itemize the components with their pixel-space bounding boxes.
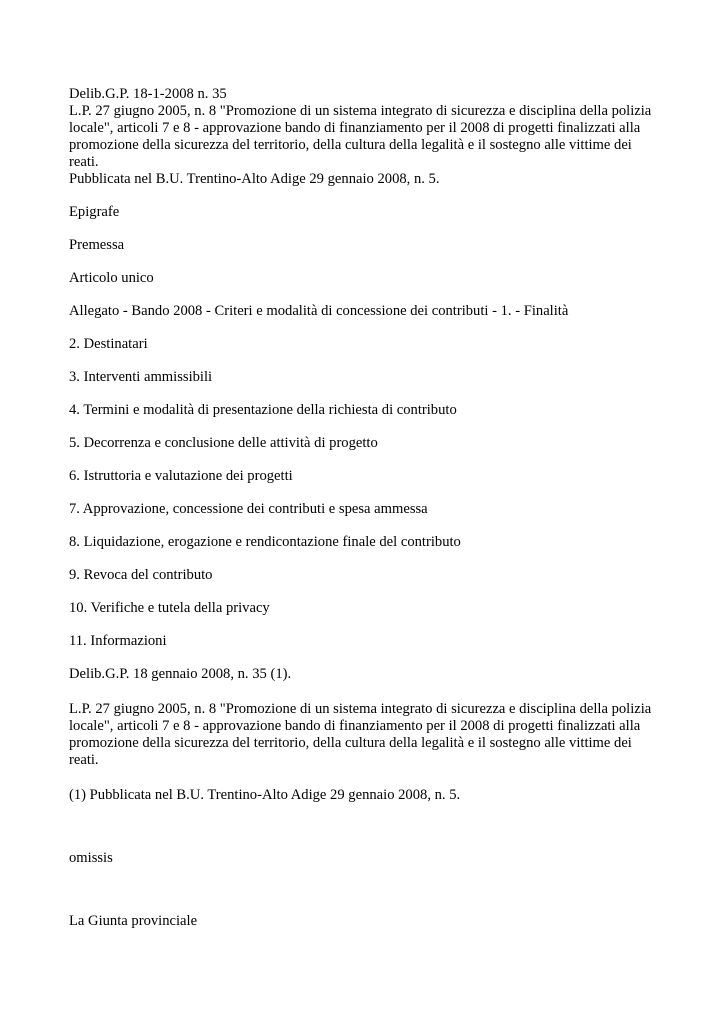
toc-link-epigrafe[interactable]: Epigrafe [69, 204, 120, 220]
toc-link-interventi[interactable]: 3. Interventi ammissibili [69, 369, 213, 385]
document-page [69, 86, 669, 930]
delib-subject-line: reati. [69, 752, 99, 768]
header-subject-line: locale", articoli 7 e 8 - approvazione bando di finanziamento per il 2008 di progetti finalizzati alla [69, 120, 641, 136]
header-subject-line: reati. [69, 154, 99, 170]
toc-link-destinatari[interactable]: 2. Destinatari [69, 336, 148, 352]
toc-link-termini[interactable]: 4. Termini e modalità di presentazione della richiesta di contributo [69, 402, 457, 418]
omissis-text: omissis [69, 850, 113, 866]
footnote: (1) Pubblicata nel B.U. Trentino-Alto Adige 29 gennaio 2008, n. 5. [69, 787, 461, 803]
toc-link-decorrenza[interactable]: 5. Decorrenza e conclusione delle attività di progetto [69, 435, 378, 451]
delib-subject-line: locale", articoli 7 e 8 - approvazione bando di finanziamento per il 2008 di progetti finalizzati alla [69, 718, 641, 734]
delib-subject-line: promozione della sicurezza del territorio, della cultura della legalità e il sostegno alle vittime dei [69, 735, 632, 751]
header-subject-line: promozione della sicurezza del territorio, della cultura della legalità e il sostegno alle vittime dei [69, 137, 632, 153]
toc-link-verifiche[interactable]: 10. Verifiche e tutela della privacy [69, 600, 270, 616]
header-block [69, 86, 669, 188]
delib-title: Delib.G.P. 18 gennaio 2008, n. 35 (1). [69, 666, 292, 682]
toc-link-premessa[interactable]: Premessa [69, 237, 125, 253]
toc-link-approvazione[interactable]: 7. Approvazione, concessione dei contributi e spesa ammessa [69, 501, 428, 517]
delib-subject [69, 701, 669, 769]
delib-subject-line: L.P. 27 giugno 2005, n. 8 "Promozione di un sistema integrato di sicurezza e disciplina della polizia [69, 701, 652, 717]
toc-link-istruttoria[interactable]: 6. Istruttoria e valutazione dei progetti [69, 468, 293, 484]
toc-link-revoca[interactable]: 9. Revoca del contributo [69, 567, 213, 583]
giunta-heading: La Giunta provinciale [69, 913, 198, 929]
header-subject-line: L.P. 27 giugno 2005, n. 8 "Promozione di un sistema integrato di sicurezza e disciplina della polizia [69, 103, 652, 119]
toc-link-liquidazione[interactable]: 8. Liquidazione, erogazione e rendicontazione finale del contributo [69, 534, 461, 550]
toc-link-allegato-finalita[interactable]: Allegato - Bando 2008 - Criteri e modalità di concessione dei contributi - 1. - Finalità [69, 303, 569, 319]
header-publication: Pubblicata nel B.U. Trentino-Alto Adige 29 gennaio 2008, n. 5. [69, 171, 440, 187]
header-title: Delib.G.P. 18-1-2008 n. 35 [69, 86, 227, 102]
toc-link-informazioni[interactable]: 11. Informazioni [69, 633, 167, 649]
toc-link-articolo-unico[interactable]: Articolo unico [69, 270, 154, 286]
